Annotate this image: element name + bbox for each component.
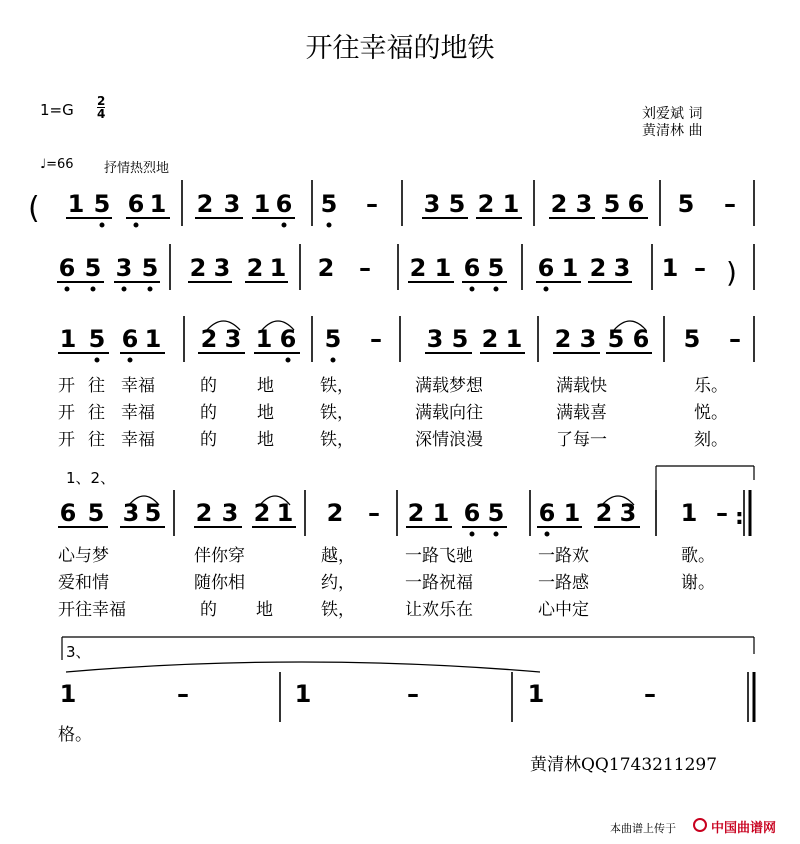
note: – bbox=[366, 190, 378, 218]
note: 2 bbox=[317, 254, 335, 282]
note: 1 bbox=[563, 499, 581, 527]
note: – bbox=[407, 680, 419, 708]
note: 3 bbox=[423, 190, 441, 218]
lyric-syllable: 谢。 bbox=[681, 573, 715, 593]
octave-dot bbox=[470, 287, 474, 291]
arranger-signature: 黄清林QQ1743211297 bbox=[530, 755, 718, 775]
note: 1 bbox=[561, 254, 579, 282]
site-name: 中国曲谱网 bbox=[711, 821, 777, 836]
lyric-syllable: 满载梦想 bbox=[415, 376, 483, 396]
lyric-syllable: 刻。 bbox=[694, 430, 728, 450]
lyric-syllable: 爱和情 bbox=[58, 573, 109, 593]
note: 2 bbox=[326, 499, 344, 527]
note: 3 bbox=[122, 499, 140, 527]
note: 2 bbox=[481, 325, 499, 353]
lyric-syllable: 了每一 bbox=[556, 430, 607, 450]
octave-dot bbox=[327, 223, 331, 227]
lyric-syllable: 伴你穿 bbox=[194, 546, 245, 566]
octave-dot bbox=[100, 223, 104, 227]
note: 1 bbox=[432, 499, 450, 527]
note: 1 bbox=[149, 190, 167, 218]
octave-dot bbox=[95, 358, 99, 362]
lyric-syllable: 的 bbox=[200, 376, 217, 396]
octave-dot bbox=[134, 223, 138, 227]
expression-marking: 抒情热烈地 bbox=[104, 161, 170, 176]
note: 2 bbox=[409, 254, 427, 282]
note: 2 bbox=[550, 190, 568, 218]
note: – bbox=[370, 325, 382, 353]
note: 5 bbox=[141, 254, 159, 282]
note: 3 bbox=[213, 254, 231, 282]
composer-credit: 黄清林 曲 bbox=[642, 123, 703, 139]
note: 3 bbox=[115, 254, 133, 282]
note: 5 bbox=[487, 499, 505, 527]
note: 3 bbox=[575, 190, 593, 218]
lyric-syllable: 铁， bbox=[320, 430, 354, 450]
note: 2 bbox=[189, 254, 207, 282]
lyric-syllable: 幸福 bbox=[121, 403, 155, 423]
note: 2 bbox=[589, 254, 607, 282]
key-signature: 1=G bbox=[40, 101, 74, 119]
site-logo-icon bbox=[693, 818, 707, 832]
note: – bbox=[729, 325, 741, 353]
volta-first-ending: 1、2、 bbox=[66, 469, 116, 487]
lyric-syllable: 幸福 bbox=[121, 376, 155, 396]
note: – bbox=[716, 499, 728, 527]
octave-dot bbox=[470, 532, 474, 536]
note: 2 bbox=[246, 254, 264, 282]
note: 1 bbox=[434, 254, 452, 282]
note: 5 bbox=[451, 325, 469, 353]
octave-dot bbox=[544, 287, 548, 291]
note: 5 bbox=[683, 325, 701, 353]
lyric-syllable: 深情浪漫 bbox=[415, 430, 483, 450]
lyric-syllable: 的 bbox=[200, 430, 217, 450]
lyric-syllable: 一路飞驰 bbox=[405, 546, 473, 566]
note: 3 bbox=[223, 190, 241, 218]
note: – bbox=[177, 680, 189, 708]
note: – bbox=[694, 254, 706, 282]
upload-caption: 本曲谱上传于 bbox=[610, 822, 676, 835]
lyric-syllable: 一路欢 bbox=[538, 546, 589, 566]
note: 5 bbox=[144, 499, 162, 527]
lyric-syllable: 往 bbox=[88, 376, 105, 396]
note: 1 bbox=[67, 190, 85, 218]
lyric-syllable: 满载喜 bbox=[556, 403, 607, 423]
note: – bbox=[644, 680, 656, 708]
note: 1 bbox=[661, 254, 679, 282]
octave-dot bbox=[286, 358, 290, 362]
octave-dot bbox=[494, 532, 498, 536]
lyric-syllable: 一路祝福 bbox=[405, 573, 473, 593]
note: 1 bbox=[276, 499, 294, 527]
note: 1 bbox=[505, 325, 523, 353]
note: 5 bbox=[448, 190, 466, 218]
note: 5 bbox=[84, 254, 102, 282]
note: 6 bbox=[537, 254, 555, 282]
note: 5 bbox=[607, 325, 625, 353]
lyric-syllable: 铁， bbox=[320, 403, 354, 423]
note: 5 bbox=[677, 190, 695, 218]
note: 1 bbox=[527, 680, 545, 708]
note: 5 bbox=[487, 254, 505, 282]
note: 5 bbox=[324, 325, 342, 353]
note: 1 bbox=[269, 254, 287, 282]
lyric-syllable: 心与梦 bbox=[58, 546, 109, 566]
lyric-syllable: 开 bbox=[58, 376, 75, 396]
note: 1 bbox=[144, 325, 162, 353]
octave-dot bbox=[545, 532, 549, 536]
note: 6 bbox=[632, 325, 650, 353]
note: 6 bbox=[463, 254, 481, 282]
octave-dot bbox=[282, 223, 286, 227]
lyric-syllable: 铁， bbox=[321, 600, 355, 620]
lyric-syllable: 乐。 bbox=[694, 376, 728, 396]
repeat-close-paren: ) bbox=[726, 256, 737, 289]
note: 2 bbox=[195, 499, 213, 527]
lyric-syllable: 开 bbox=[58, 430, 75, 450]
tempo-marking: ♩=66 bbox=[40, 157, 74, 172]
lyric-syllable: 开往幸福 bbox=[58, 600, 126, 620]
note: 2 bbox=[253, 499, 271, 527]
note: 6 bbox=[121, 325, 139, 353]
octave-dot bbox=[65, 287, 69, 291]
lyric-syllable: 悦。 bbox=[694, 403, 728, 423]
note: 6 bbox=[58, 254, 76, 282]
lyric-syllable: 地 bbox=[257, 403, 274, 423]
octave-dot bbox=[91, 287, 95, 291]
note: 2 bbox=[477, 190, 495, 218]
note: 2 bbox=[407, 499, 425, 527]
lyric-syllable: 的 bbox=[200, 600, 217, 620]
lyric-syllable: 满载快 bbox=[556, 376, 607, 396]
lyric-syllable: 往 bbox=[88, 430, 105, 450]
note: 1 bbox=[502, 190, 520, 218]
lyric-syllable: 歌。 bbox=[681, 546, 715, 566]
note: 6 bbox=[279, 325, 297, 353]
lyric-syllable: 约， bbox=[321, 573, 355, 593]
note: 5 bbox=[320, 190, 338, 218]
note: 6 bbox=[538, 499, 556, 527]
note: 2 bbox=[200, 325, 218, 353]
lyric-syllable: 往 bbox=[88, 403, 105, 423]
lyric-syllable: 地 bbox=[257, 376, 274, 396]
note: – bbox=[359, 254, 371, 282]
lyric-syllable: 满载向往 bbox=[415, 403, 483, 423]
note: 6 bbox=[463, 499, 481, 527]
note: 2 bbox=[595, 499, 613, 527]
octave-dot bbox=[128, 358, 132, 362]
note: 6 bbox=[59, 499, 77, 527]
time-signature-bottom: 4 bbox=[97, 107, 106, 121]
lyric-syllable: 地 bbox=[257, 430, 274, 450]
lyric-syllable: 随你相 bbox=[194, 573, 245, 593]
lyric-syllable: 地 bbox=[256, 600, 273, 620]
note: – bbox=[368, 499, 380, 527]
note: 3 bbox=[224, 325, 242, 353]
lyric-syllable: 开 bbox=[58, 403, 75, 423]
repeat-open-paren: ( bbox=[28, 191, 40, 226]
lyric-syllable: 的 bbox=[200, 403, 217, 423]
note: 3 bbox=[613, 254, 631, 282]
note: 1 bbox=[680, 499, 698, 527]
lyricist-credit: 刘爱斌 词 bbox=[642, 106, 703, 122]
octave-dot bbox=[331, 358, 335, 362]
note: – bbox=[724, 190, 736, 218]
volta-third-ending: 3、 bbox=[66, 643, 91, 661]
lyric-syllable: 心中定 bbox=[538, 600, 589, 620]
note: 6 bbox=[627, 190, 645, 218]
song-title: 开往幸福的地铁 bbox=[305, 33, 495, 64]
octave-dot bbox=[494, 287, 498, 291]
note: 1 bbox=[255, 325, 273, 353]
note: 5 bbox=[93, 190, 111, 218]
note: 3 bbox=[619, 499, 637, 527]
octave-dot bbox=[122, 287, 126, 291]
note: 2 bbox=[196, 190, 214, 218]
repeat-colon: : bbox=[735, 505, 744, 530]
note: 5 bbox=[603, 190, 621, 218]
note: 3 bbox=[426, 325, 444, 353]
lyric-syllable: 一路感 bbox=[538, 573, 589, 593]
tie bbox=[66, 662, 540, 672]
note: 3 bbox=[221, 499, 239, 527]
note: 1 bbox=[59, 325, 77, 353]
note: 1 bbox=[253, 190, 271, 218]
note: 1 bbox=[294, 680, 312, 708]
note: 2 bbox=[554, 325, 572, 353]
time-signature-top: 2 bbox=[97, 94, 106, 108]
lyric-syllable: 越， bbox=[321, 546, 355, 566]
lyric-syllable: 让欢乐在 bbox=[405, 600, 473, 620]
note: 3 bbox=[579, 325, 597, 353]
note: 6 bbox=[127, 190, 145, 218]
lyric-syllable: 幸福 bbox=[121, 430, 155, 450]
note: 5 bbox=[88, 325, 106, 353]
octave-dot bbox=[148, 287, 152, 291]
lyric-final: 格。 bbox=[58, 725, 92, 745]
lyric-syllable: 铁， bbox=[320, 376, 354, 396]
note: 6 bbox=[275, 190, 293, 218]
note: 1 bbox=[59, 680, 77, 708]
note: 5 bbox=[87, 499, 105, 527]
